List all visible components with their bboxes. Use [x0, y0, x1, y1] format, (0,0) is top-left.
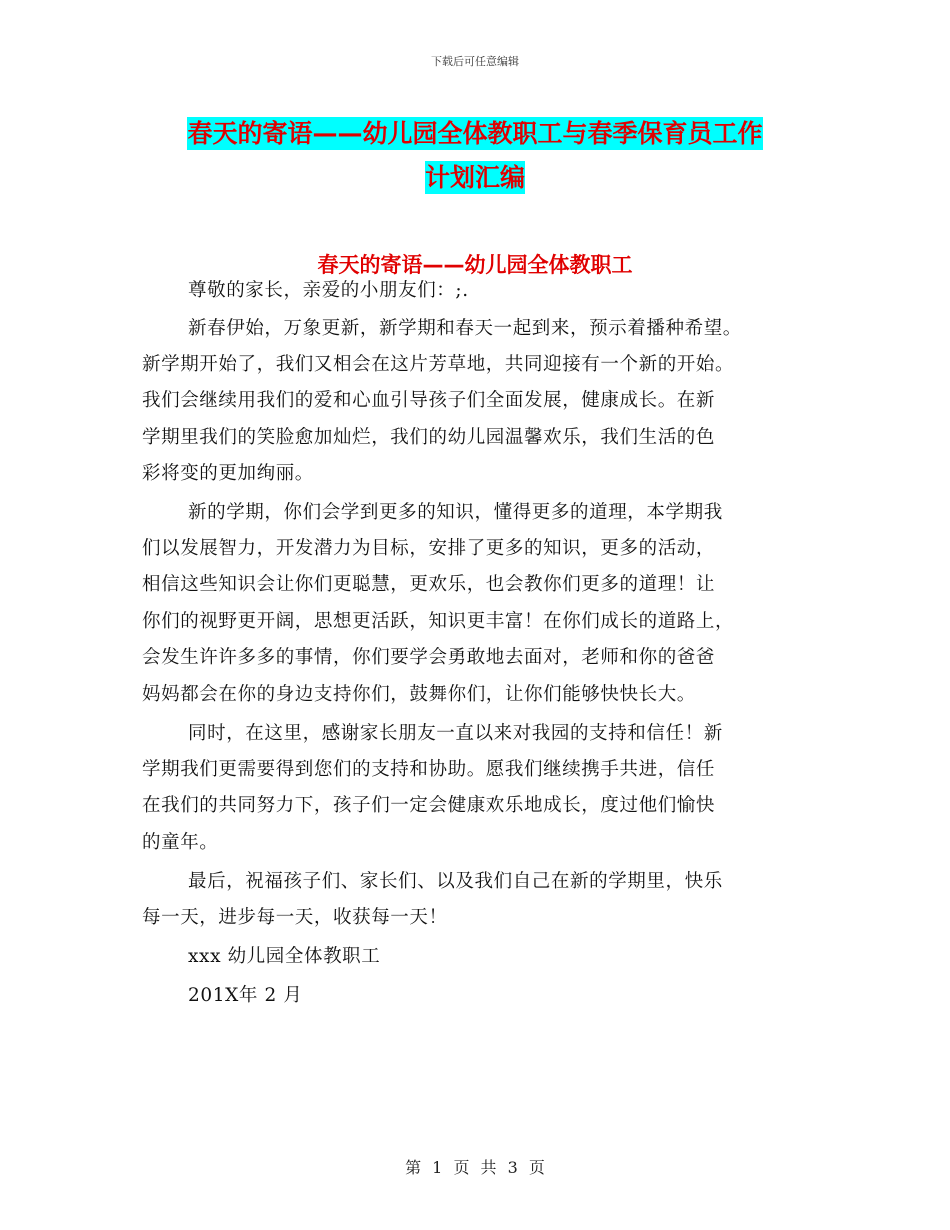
- body-line: 最后，祝福孩子们、家长们、以及我们自己在新的学期里，快乐: [188, 871, 723, 892]
- section-heading: 春天的寄语——幼儿园全体教职工: [317, 253, 633, 277]
- date-line: 201X年 2 月: [188, 985, 303, 1006]
- body-line: 新学期开始了，我们又相会在这片芳草地，共同迎接有一个新的开始。: [142, 354, 735, 375]
- body-line: 新的学期，你们会学到更多的知识，懂得更多的道理，本学期我: [188, 502, 723, 523]
- body-line: 新春伊始，万象更新，新学期和春天一起到来，预示着播种希望。: [188, 318, 742, 339]
- body-line: 同时，在这里，感谢家长朋友一直以来对我园的支持和信任！新: [188, 723, 723, 744]
- body-line: 我们会继续用我们的爱和心血引导孩子们全面发展，健康成长。在新: [142, 390, 716, 411]
- document-title-text-2: 计划汇编: [424, 163, 525, 192]
- page-footer: 第 1 页 共 3 页: [405, 1158, 545, 1177]
- header-note: 下载后可任意编辑: [431, 55, 519, 68]
- body-line: 们以发展智力，开发潜力为目标，安排了更多的知识，更多的活动，: [142, 538, 716, 559]
- body-line: 相信这些知识会让你们更聪慧，更欢乐，也会教你们更多的道理！让: [142, 574, 716, 595]
- document-title-text-1: 春天的寄语——幼儿园全体教职工与春季保育员工作: [187, 119, 763, 148]
- body-line: 你们的视野更开阔，思想更活跃，知识更丰富！在你们成长的道路上，: [142, 611, 735, 632]
- body-line: 妈妈都会在你的身边支持你们，鼓舞你们，让你们能够快快长大。: [142, 684, 696, 705]
- body-line: 会发生许许多多的事情，你们要学会勇敢地去面对，老师和你的爸爸: [142, 647, 716, 668]
- body-line: 学期里我们的笑脸愈加灿烂，我们的幼儿园温馨欢乐，我们生活的色: [142, 427, 716, 448]
- body-line: 学期我们更需要得到您们的支持和协助。愿我们继续携手共进，信任: [142, 759, 716, 780]
- document-title-line-2: [0, 158, 950, 194]
- body-line: 每一天，进步每一天，收获每一天！: [142, 907, 448, 928]
- signature-line: xxx 幼儿园全体教职工: [188, 946, 381, 967]
- document-title-line-1: [0, 114, 950, 150]
- body-line: 尊敬的家长，亲爱的小朋友们：;.: [188, 280, 469, 301]
- body-line: 的童年。: [142, 832, 219, 853]
- body-line: 彩将变的更加绚丽。: [142, 463, 314, 484]
- body-line: 在我们的共同努力下，孩子们一定会健康欢乐地成长，度过他们愉快: [142, 795, 716, 816]
